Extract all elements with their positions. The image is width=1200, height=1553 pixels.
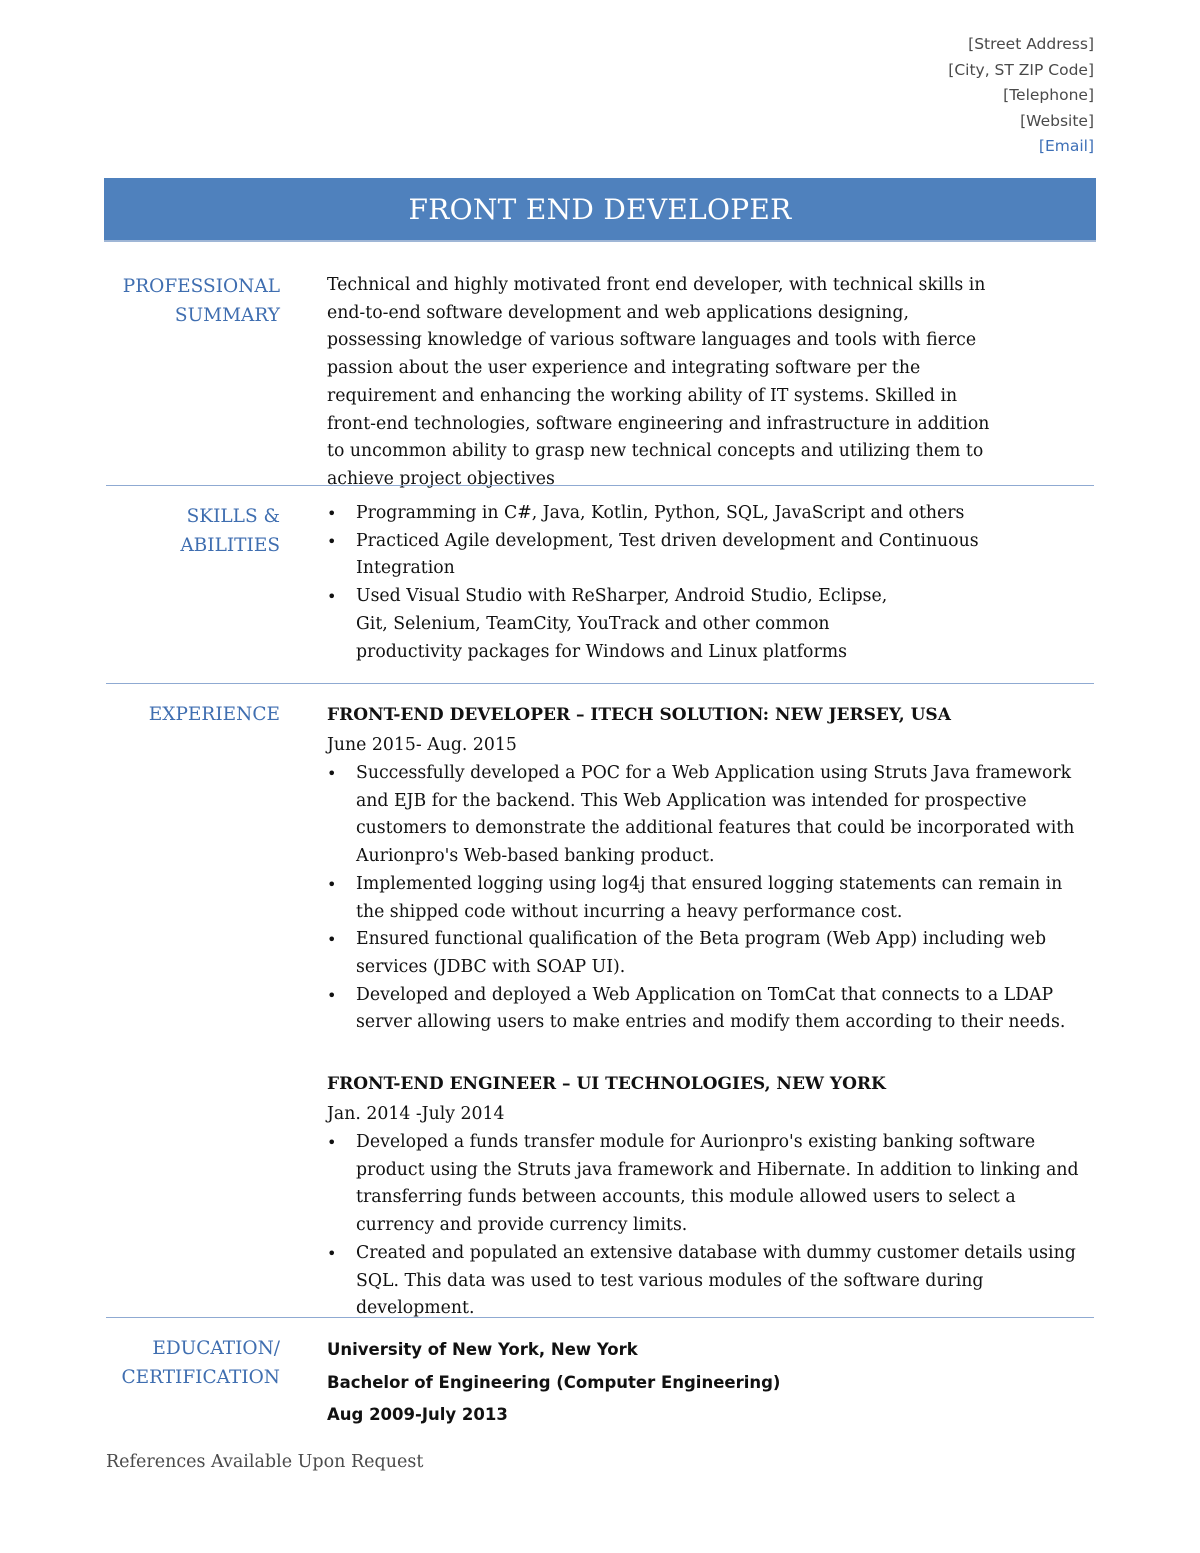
skills-list (327, 500, 1097, 666)
email-link[interactable]: [Email] (1038, 137, 1094, 155)
school-name: University of New York, New York (327, 1340, 638, 1359)
job-title: FRONT-END DEVELOPER – ITECH SOLUTION: NEW JERSEY, USA (327, 705, 951, 725)
list-item: • Implemented logging using log4j that ensured logging statements can remain in the shipped code without incurring a heavy performance cost. (327, 871, 1087, 926)
education-label: EDUCATION/ CERTIFICATION (121, 1338, 280, 1388)
skills-label: SKILLS & ABILITIES (180, 506, 280, 556)
job-dates: June 2015- Aug. 2015 (327, 735, 517, 755)
list-item: • Successfully developed a POC for a Web Application using Struts Java framework and EJB for the backend. This Web Application was intended for prospective customers to demonstrate the additional features that could be incorporated with Aurionpro's Web-based banking product. (327, 760, 1087, 871)
list-item: • Developed a funds transfer module for Aurionpro's existing banking software product using the Struts java framework and Hibernate. In addition to linking and transferring funds between accounts, this module allowed users to select a currency and provide currency limits. (327, 1129, 1087, 1240)
job-title: FRONT-END ENGINEER – UI TECHNOLOGIES, NEW YORK (327, 1074, 886, 1095)
experience-label: EXPERIENCE (148, 704, 280, 725)
education-dates: Aug 2009-July 2013 (327, 1405, 508, 1424)
job-entry (327, 1069, 1087, 1323)
job-bullets (327, 760, 1087, 1037)
list-item: • Used Visual Studio with ReSharper, Android Studio, Eclipse, Git, Selenium, TeamCity, YouTrack and other common productivity packages for Windows and Linux platforms (327, 583, 916, 666)
list-item: • Practiced Agile development, Test driven development and Continuous Integration (327, 528, 986, 583)
list-item: • Developed and deployed a Web Application on TomCat that connects to a LDAP server allowing users to make entries and modify them according to their needs. (327, 982, 1087, 1037)
section-divider (106, 683, 1094, 684)
telephone: [Telephone] (1003, 86, 1094, 104)
website: [Website] (1020, 111, 1094, 130)
section-divider (106, 485, 1094, 486)
list-item: • Programming in C#, Java, Kotlin, Python, SQL, JavaScript and others (327, 500, 996, 528)
list-item: • Ensured functional qualification of the Beta program (Web App) including web services (JDBC with SOAP UI). (327, 926, 1087, 981)
references-note: References Available Upon Request (106, 1452, 424, 1472)
degree: Bachelor of Engineering (Computer Engineering) (327, 1372, 781, 1392)
education-content (327, 1334, 1097, 1432)
city-state-zip: [City, ST ZIP Code] (948, 60, 1094, 79)
job-dates: Jan. 2014 -July 2014 (327, 1104, 505, 1125)
list-item: • Created and populated an extensive database with dummy customer details using SQL. This data was used to test various modules of the software during development. (327, 1240, 1087, 1323)
resume-title: FRONT END DEVELOPER (408, 192, 792, 226)
job-entry (327, 700, 1087, 1037)
summary-text: Technical and highly motivated front end developer, with technical skills in end-to-end software development and web applications designing, possessing knowledge of various software languages and tools with fierce passion about the user experience and integrating software per the requirement and enhancing the working ability of IT systems. Skilled in front-end technologies, software engineering and infrastructure in addition to uncommon ability to grasp new technical concepts and utilizing them to achieve project objectives (327, 275, 990, 489)
street-address: [Street Address] (968, 35, 1094, 53)
section-divider (106, 1317, 1094, 1318)
contact-block (948, 32, 1094, 160)
title-banner (104, 178, 1096, 242)
experience-content (327, 700, 1087, 1323)
job-bullets (327, 1129, 1087, 1323)
summary-label: PROFESSIONAL SUMMARY (122, 276, 280, 326)
